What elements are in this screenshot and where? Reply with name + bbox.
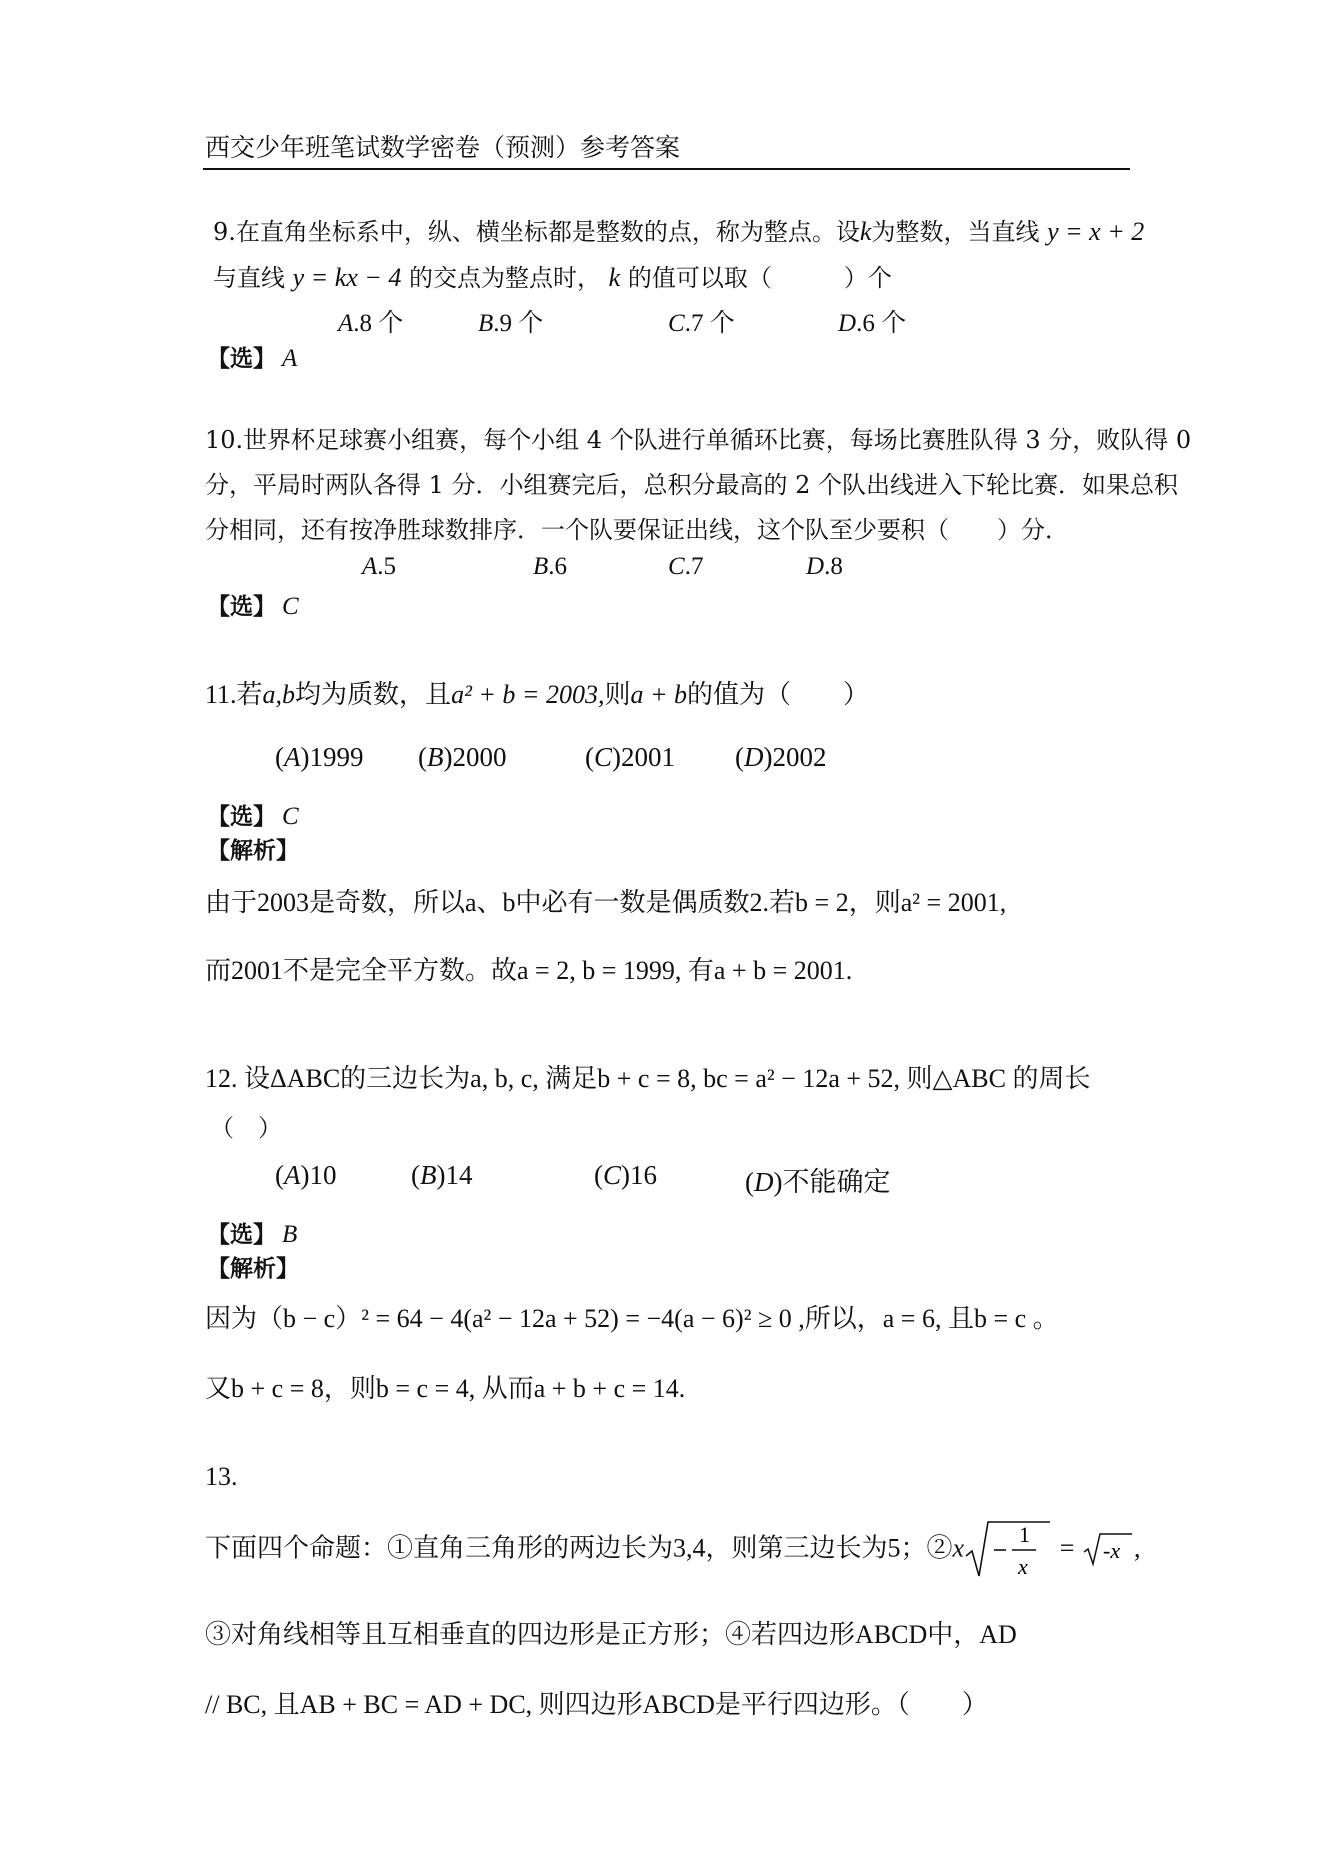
- q13-number: 13.: [205, 1462, 238, 1491]
- q11-solution-line-1: 由于2003是奇数，所以a、b中必有一数是偶质数2.若b = 2，则a² = 2001,: [205, 888, 1007, 917]
- q9-option-d: D.6 个: [838, 310, 907, 337]
- q9-answer: 【选】 A: [207, 345, 298, 372]
- q9-text: 9.在直角坐标系中，纵、横坐标都是整数的点，称为整点。设: [213, 218, 860, 246]
- q9-equation-1: y = x + 2: [1047, 217, 1145, 246]
- q12-stem: 12. 设ΔABC的三边长为a, b, c, 满足b + c = 8, bc = a² − 12a + 52, 则△ABC 的周长: [205, 1064, 1091, 1093]
- sqrt-sign-icon: [964, 1518, 1052, 1582]
- q12-analysis-tag: 【解析】: [207, 1255, 299, 1282]
- q13-frac-numerator: 1: [1019, 1522, 1031, 1547]
- sqrt-sign-icon: [1082, 1530, 1134, 1570]
- q9-line-1: [213, 212, 1144, 247]
- q10-answer: 【选】 C: [207, 593, 299, 620]
- q12-option-c: (C)16: [594, 1160, 658, 1190]
- q13-equals: =: [1059, 1533, 1075, 1563]
- q9-option-c: C.7 个: [668, 310, 735, 337]
- q9-text: 的值可以取（ ）个: [627, 264, 892, 292]
- q10-option-a: A.5: [362, 553, 397, 580]
- page-header-title: 西交少年班笔试数学密卷（预测）参考答案: [205, 133, 681, 162]
- q11-analysis-tag: 【解析】: [207, 837, 299, 864]
- q13-text: 下面四个命题：①直角三角形的两边长为3,4，则第三边长为5；②: [205, 1533, 953, 1563]
- q11-option-b: (B)2000: [418, 742, 507, 772]
- q12-answer: 【选】 B: [207, 1221, 298, 1248]
- q10-option-c: C.7: [668, 553, 704, 580]
- q10-line-2: 分，平局时两队各得 1 分．小组赛完后，总积分最高的 2 个队出线进入下轮比赛．如果总积: [205, 471, 1179, 499]
- q11-option-d: (D)2002: [735, 742, 827, 772]
- q9-equation-2: y = kx − 4: [292, 263, 402, 292]
- q11-stem: 11.若a,b均为质数，且a² + b = 2003,则a + b的值为（ ）: [205, 680, 870, 709]
- q12-solution-line-1: 因为（b − c）² = 64 − 4(a² − 12a + 52) = −4(a − 6)² ≥ 0 ,所以，a = 6, 且b = c 。: [205, 1304, 1059, 1333]
- q12-option-d: (D)不能确定: [745, 1167, 891, 1197]
- q13-text: ,: [1134, 1533, 1141, 1563]
- q12-option-a: (A)10: [275, 1160, 337, 1190]
- q13-frac-denominator: x: [1018, 1554, 1028, 1579]
- q9-var-k: k: [608, 263, 621, 292]
- q9-text: 与直线: [213, 264, 285, 292]
- q10-line-1: 10.世界杯足球赛小组赛，每个小组 4 个队进行单循环比赛，每场比赛胜队得 3 分，败队得 0: [205, 426, 1192, 454]
- q10-option-d: D.8: [806, 553, 843, 580]
- q10-line-3: 分相同，还有按净胜球数排序．一个队要保证出线，这个队至少要积（ ）分．: [205, 516, 1069, 544]
- q9-text: 为整数，当直线: [871, 218, 1040, 246]
- q13-line-1: [205, 1518, 1141, 1582]
- q13-rhs-radicand: -x: [1103, 1538, 1121, 1563]
- q9-line-2: [213, 258, 892, 293]
- q12-solution-line-2: 又b + c = 8，则b = c = 4, 从而a + b + c = 14.: [205, 1374, 686, 1403]
- q13-line-2: ③对角线相等且互相垂直的四边形是正方形；④若四边形ABCD中，AD: [205, 1620, 1017, 1649]
- q13-var-x: x: [952, 1533, 965, 1563]
- q10-option-b: B.6: [533, 553, 568, 580]
- q12-paren: （ ）: [210, 1114, 282, 1142]
- q11-option-a: (A)1999: [275, 742, 364, 772]
- q9-text: 的交点为整点时，: [409, 264, 601, 292]
- q11-solution-line-2: 而2001不是完全平方数。故a = 2, b = 1999, 有a + b = 2001.: [205, 956, 853, 985]
- q13-line-3: // BC, 且AB + BC = AD + DC, 则四边形ABCD是平行四边形。（ ）: [205, 1690, 988, 1719]
- q9-option-b: B.9 个: [478, 310, 544, 337]
- q11-option-c: (C)2001: [585, 742, 676, 772]
- header-rule: [203, 168, 1130, 170]
- q9-var-k: k: [859, 217, 872, 246]
- q9-option-a: A.8 个: [338, 310, 404, 337]
- q11-answer: 【选】 C: [207, 803, 299, 830]
- q12-option-b: (B)14: [411, 1160, 473, 1190]
